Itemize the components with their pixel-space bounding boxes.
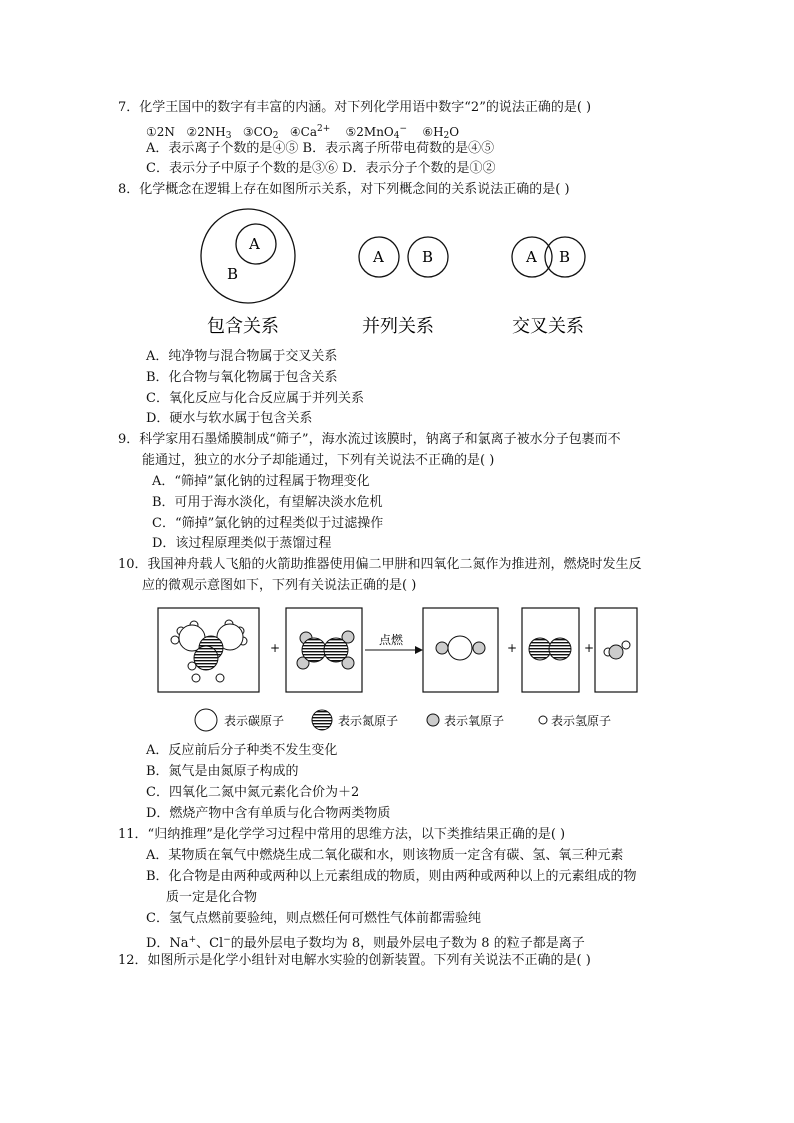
q7-options-ab: A．表示离子个数的是④⑤ B．表示离子所带电荷数的是④⑤ bbox=[146, 141, 495, 156]
q9-option-d: D．该过程原理类似于蒸馏过程 bbox=[152, 536, 332, 551]
arrow-label-ignite: 点燃 bbox=[379, 633, 404, 647]
q8-option-a: A．纯净物与混合物属于交叉关系 bbox=[146, 349, 338, 364]
intersect-label-a: A bbox=[526, 248, 537, 266]
q8-option-c: C．氧化反应与化合反应属于并列关系 bbox=[146, 391, 364, 406]
q7-item-5: ⑤2MnO$_4$− bbox=[345, 124, 408, 141]
molecule-n2o4 bbox=[297, 631, 354, 669]
molecule-h2o bbox=[604, 641, 630, 659]
q10-option-a: A．反应前后分子种类不发生变化 bbox=[146, 743, 338, 758]
q7-item-3: $③CO_2$ bbox=[242, 125, 279, 141]
q10-reaction-diagram bbox=[150, 600, 650, 735]
q9-stem-line1: 9．科学家用石墨烯膜制成“筛子”，海水流过该膜时，钠离子和氯离子被水分子包裹而不 bbox=[118, 432, 621, 447]
q7-stem: 7．化学王国中的数字有丰富的内涵。对下列化学用语中数字“2”的说法正确的是( ) bbox=[118, 100, 592, 115]
q11-stem: 11．“归纳推理”是化学学习过程中常用的思维方法，以下类推结果正确的是( ) bbox=[118, 827, 566, 842]
svg-text:表示氮原子: 表示氮原子 bbox=[338, 714, 399, 728]
caption-intersection: 交叉关系 bbox=[512, 316, 584, 337]
q10-option-c: C．四氧化二氮中氮元素化合价为＋2 bbox=[146, 785, 360, 800]
plus-sign-2: + bbox=[507, 641, 518, 655]
q8-stem: 8．化学概念在逻辑上存在如图所示关系，对下列概念间的关系说法正确的是( ) bbox=[118, 182, 570, 197]
q8-option-d: D．硬水与软水属于包含关系 bbox=[146, 411, 313, 426]
q9-stem-line2: 能通过，独立的水分子却能通过，下列有关说法不正确的是( ) bbox=[142, 453, 495, 468]
q11-option-b-line2: 质一定是化合物 bbox=[166, 890, 258, 905]
molecule-n2 bbox=[529, 638, 571, 660]
q10-option-d: D．燃烧产物中含有单质与化合物两类物质 bbox=[146, 806, 391, 821]
svg-text:表示氢原子: 表示氢原子 bbox=[551, 714, 612, 728]
q11-option-b-line1: B．化合物是由两种或两种以上元素组成的物质，则由两种或两种以上的元素组成的物 bbox=[146, 869, 637, 884]
svg-text:表示碳原子: 表示碳原子 bbox=[224, 714, 285, 728]
plus-sign-1: + bbox=[270, 641, 281, 655]
q10-option-b: B．氮气是由氮原子构成的 bbox=[146, 764, 299, 779]
plus-sign-3: + bbox=[584, 641, 595, 655]
inclusion-outer-circle bbox=[201, 209, 295, 303]
q12-stem: 12．如图所示是化学小组针对电解水实验的创新装置。下列有关说法不正确的是( ) bbox=[118, 953, 591, 968]
molecule-c2h8n2 bbox=[171, 620, 247, 682]
q7-item-1: ①2N bbox=[146, 125, 175, 139]
legend-nitrogen bbox=[312, 710, 398, 730]
q9-option-a: A．“筛掉”氯化钠的过程属于物理变化 bbox=[152, 474, 370, 489]
q7-item-6: $⑥H_2O$ bbox=[422, 125, 460, 141]
legend-carbon bbox=[195, 709, 284, 731]
q11-option-c: C．氢气点燃前要验纯，则点燃任何可燃性气体前都需验纯 bbox=[146, 911, 481, 926]
caption-inclusion: 包含关系 bbox=[207, 316, 279, 337]
q10-stem-line1: 10．我国神舟载人飞船的火箭助推器使用偏二甲肼和四氧化二氮作为推进剂，燃烧时发生反 bbox=[118, 557, 642, 572]
inclusion-label-a: A bbox=[249, 235, 260, 253]
parallel-label-a: A bbox=[373, 248, 384, 266]
q11-option-a: A．某物质在氧气中燃烧生成二氧化碳和水，则该物质一定含有碳、氢、氧三种元素 bbox=[146, 848, 624, 863]
q8-option-b: B．化合物与氧化物属于包含关系 bbox=[146, 370, 338, 385]
q11-option-d: D．Na+、Cl−的最外层电子数均为 8，则最外层电子数为 8 的粒子都是离子 bbox=[146, 935, 585, 951]
q7-options-cd: C．表示分子中原子个数的是③⑥ D．表示分子个数的是①② bbox=[146, 161, 496, 176]
inclusion-label-b: B bbox=[227, 265, 239, 283]
q7-item-4: $④Ca^{2+}$ bbox=[289, 124, 331, 139]
legend-oxygen bbox=[427, 714, 504, 728]
q7-item-2: $②2NH_3$ bbox=[186, 125, 232, 141]
q9-option-c: C．“筛掉”氯化钠的过程类似于过滤操作 bbox=[152, 516, 384, 531]
caption-parallel: 并列关系 bbox=[362, 316, 434, 337]
q8-relationship-diagram bbox=[190, 204, 610, 344]
svg-text:表示氧原子: 表示氧原子 bbox=[444, 714, 505, 728]
molecule-co2 bbox=[436, 636, 485, 660]
legend-hydrogen bbox=[539, 714, 611, 728]
q10-stem-line2: 应的微观示意图如下，下列有关说法正确的是( ) bbox=[142, 578, 417, 593]
q9-option-b: B．可用于海水淡化，有望解决淡水危机 bbox=[152, 495, 383, 510]
parallel-label-b: B bbox=[422, 248, 434, 266]
intersect-label-b: B bbox=[559, 248, 571, 266]
